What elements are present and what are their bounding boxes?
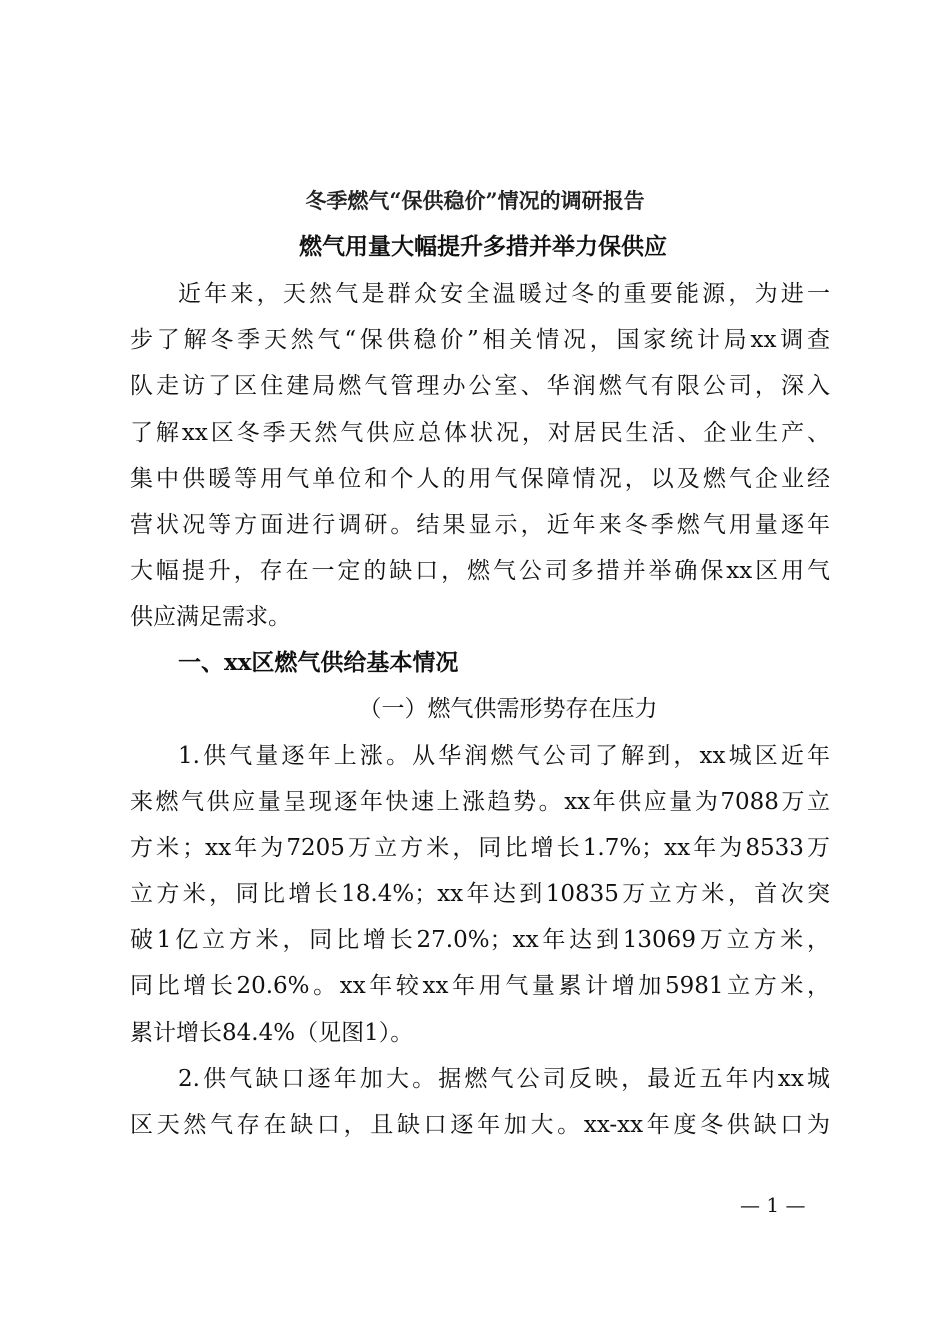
paragraph-line: 供应满足需求。 xyxy=(130,604,291,630)
paragraph-line: 方米；xx年为7205万立方米，同比增长1.7%；xx年为8533万 xyxy=(130,835,830,861)
paragraph-line: 同比增长20.6%。xx年较xx年用气量累计增加5981立方米， xyxy=(130,973,830,999)
paragraph-line: 立方米，同比增长18.4%；xx年达到10835万立方米，首次突 xyxy=(130,881,830,907)
paragraph-line: 累计增长84.4%（见图1）。 xyxy=(130,1020,414,1046)
report-title: 冬季燃气“保供稳价”情况的调研报告 xyxy=(305,188,645,213)
subsection-heading: （一）燃气供需形势存在压力 xyxy=(358,696,658,722)
paragraph-line: 2.供气缺口逐年加大。据燃气公司反映，最近五年内xx城 xyxy=(178,1066,830,1092)
paragraph-line: 1.供气量逐年上涨。从华润燃气公司了解到，xx城区近年 xyxy=(178,743,830,769)
paragraph-line: 集中供暖等用气单位和个人的用气保障情况，以及燃气企业经 xyxy=(130,466,830,492)
page-number: — 1 — xyxy=(740,1193,806,1217)
section-heading: 一、xx区燃气供给基本情况 xyxy=(178,649,459,676)
paragraph-line: 步了解冬季天然气“保供稳价”相关情况，国家统计局xx调查 xyxy=(130,327,830,353)
paragraph-line: 破1亿立方米，同比增长27.0%；xx年达到13069万立方米， xyxy=(130,927,830,953)
paragraph-line: 队走访了区住建局燃气管理办公室、华润燃气有限公司，深入 xyxy=(130,373,830,399)
paragraph-line: 营状况等方面进行调研。结果显示，近年来冬季燃气用量逐年 xyxy=(130,512,830,538)
paragraph-line: 近年来，天然气是群众安全温暖过冬的重要能源，为进一 xyxy=(178,281,830,307)
paragraph-line: 来燃气供应量呈现逐年快速上涨趋势。xx年供应量为7088万立 xyxy=(130,789,830,815)
paragraph-line: 区天然气存在缺口，且缺口逐年加大。xx-xx年度冬供缺口为 xyxy=(130,1112,830,1138)
paragraph-line: 了解xx区冬季天然气供应总体状况，对居民生活、企业生产、 xyxy=(130,420,830,446)
report-subtitle: 燃气用量大幅提升多措并举力保供应 xyxy=(299,233,667,260)
paragraph-line: 大幅提升，存在一定的缺口，燃气公司多措并举确保xx区用气 xyxy=(130,558,830,584)
